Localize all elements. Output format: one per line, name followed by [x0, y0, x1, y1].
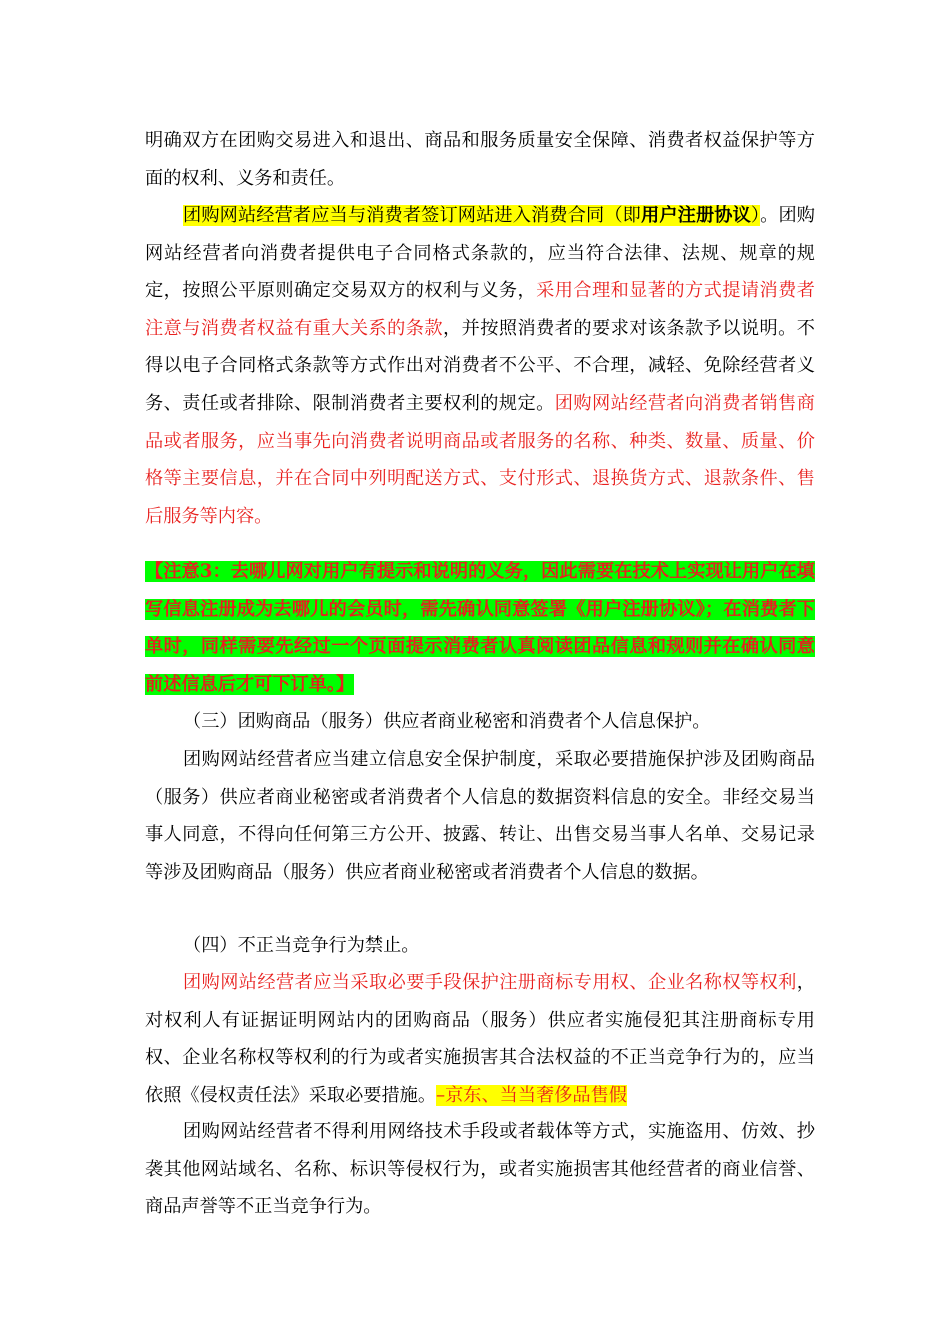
highlighted-clause — [183, 205, 760, 226]
highlighted-text: 团购网站经营者应当与消费者签订网站进入消费合同（即 — [183, 205, 641, 226]
paragraph-text: 。团购网站经营者向消费者提供电子合同格式条款的，应当符合法律、法规、规章的规定，按照公平原则确定交易双方的权利与义务， — [145, 205, 815, 302]
highlighted-annotation: –京东、当当奢侈品售假 — [436, 1084, 627, 1106]
red-emphasis-text: 团购网站经营者向消费者销售商品或者服务，应当事先向消费者说明商品或者服务的名称、种类、数量、质量、价格等主要信息，并在合同中列明配送方式、支付形式、退换货方式、退款条件、售后服务等内容。 — [145, 392, 815, 527]
paragraph-contract — [145, 197, 815, 535]
paragraph-text: 团购网站经营者不得利用网络技术手段或者载体等方式，实施盗用、仿效、抄袭其他网站域名、名称、标识等侵权行为，或者实施损害其他经营者的商业信誉、商品声誉等不正当竞争行为。 — [145, 1121, 815, 1218]
section-heading-text: （四）不正当竞争行为禁止。 — [183, 935, 420, 956]
paragraph-text: 团购网站经营者应当建立信息安全保护制度，采取必要措施保护涉及团购商品（服务）供应者商业秘密或者消费者个人信息的数据资料信息的安全。非经交易当事人同意，不得向任何第三方公开、披露、转让、出售交易当事人名单、交易记录等涉及团购商品（服务）供应者商业秘密或者消费者个人信息的数据。 — [145, 749, 815, 883]
red-emphasis-text: 采用合理和显著的方式提请消费者注意与消费者权益有重大关系的条款 — [145, 280, 815, 339]
paragraph-text: ，并按照消费者的要求对该条款予以说明。不得以电子合同格式条款等方式作出对消费者不公平、不合理，减轻、免除经营者义务、责任或者排除、限制消费者主要权利的规定。 — [145, 317, 815, 414]
section-heading-text: （三）团购商品（服务）供应者商业秘密和消费者个人信息保护。 — [183, 711, 711, 732]
paragraph-unfair-competition — [145, 1113, 815, 1226]
paragraph-trademark — [145, 964, 815, 1114]
paragraph-text: ，对权利人有证据证明网站内的团购商品（服务）供应者实施侵犯其注册商标专用权、企业名称权等权利的行为或者实施损害其合法权益的不正当竞争行为的，应当依照《侵权责任法》采取必要措施。 — [145, 972, 815, 1106]
section-heading-4 — [145, 927, 815, 965]
paragraph-rights-duties — [145, 122, 815, 197]
user-agreement-term: 用户注册协议 — [641, 205, 751, 226]
paragraph-text: 明确双方在团购交易进入和退出、商品和服务质量安全保障、消费者权益保护等方面的权利、义务和责任。 — [145, 130, 815, 189]
note-3-text: 【注意3：去哪儿网对用户有提示和说明的义务，因此需要在技术上实现让用户在填写信息注册成为去哪儿的会员时，需先确认同意签署《用户注册协议》；在消费者下单时，同样需要先经过一个页面提示消费者认真阅读团品信息和规则并在确认同意前述信息后才可下订单。】 — [145, 561, 815, 695]
paragraph-privacy — [145, 741, 815, 891]
note-3 — [145, 553, 815, 703]
red-emphasis-text: 团购网站经营者应当采取必要手段保护注册商标专用权、企业名称权等权利 — [183, 972, 797, 993]
section-heading-3 — [145, 703, 815, 741]
highlighted-text-end: ） — [750, 205, 761, 226]
